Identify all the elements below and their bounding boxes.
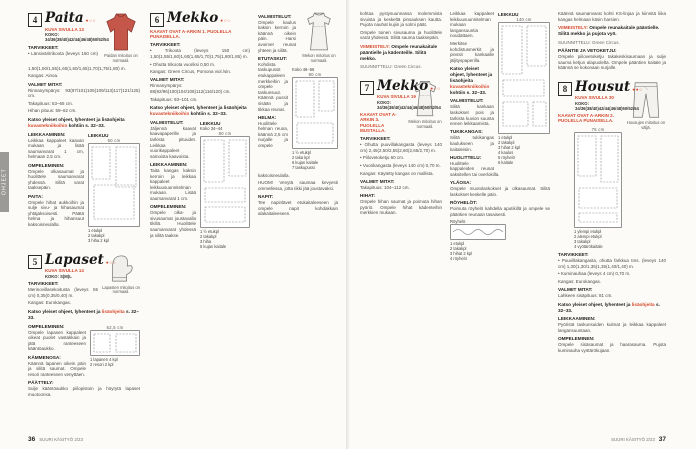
body-text: Huolittele kappaleiden reunat saksitellen tai overlokilla.: [450, 160, 500, 177]
body-text: Ompele olkasaumat ja huolittele saumanvarat yhdessä. Silitä varat taaksepäin.: [28, 168, 84, 191]
diagram-legend-item: 1 etukpl: [88, 227, 103, 233]
pattern-header-lapaset: [28, 251, 117, 279]
cutting-diagram-width: 140 cm: [516, 17, 532, 22]
pattern-name: Mekko: [167, 11, 219, 26]
body-text: Kangas: Eurokangas.: [28, 300, 72, 306]
pattern-sheet-note: KAAVAT OVAT A-ARKIN 2. PUOLELLA PUNAISELLA.: [558, 112, 614, 124]
body-text: • Puuvillakangasta, ohutta farkkua tms. (leveys 140 cm) 1,30(1,30/1,35)1,35(1,40/1,40) m.: [558, 258, 666, 269]
pattern-header-housut: [558, 78, 643, 111]
footer-right: [611, 436, 666, 443]
body-text: Huolittele helman reuna, käännä 2,5 cm nurjalle ja ompele kaksoisneulalla.: [258, 120, 290, 178]
cutting-diagram-legend: [88, 228, 140, 243]
section-heading: VALMIIT MITAT:: [28, 81, 63, 87]
illustration-caption: Lapasten mitoitus on normaali.: [102, 284, 140, 295]
photo-reference: KUVA SIVULLA 19: [377, 94, 416, 100]
cross-reference-note: Katso yleiset ohjeet, lyhenteet ja lisäohjeita s. 32–33.: [558, 301, 660, 313]
section-tab: OHJEET: [0, 152, 9, 212]
section-heading: VALMIIT MITAT:: [558, 287, 593, 293]
body-text: Lahkeen sisäpituus: 81 cm.: [558, 293, 613, 299]
diagram-legend-item: 2 alempi etukpl: [574, 234, 602, 240]
body-text: • Vuorikangasta (leveys 140 cm) 0,70 m.: [360, 162, 441, 168]
pattern-sheet-note: KAAVAT OVAT A-ARKIN 3. PUOLELLA MUSTALLA.: [360, 111, 397, 134]
pattern-name: Lapaset: [45, 251, 104, 268]
body-text: Ompele olka- ja sivusaumat joustavalla tikillä. Huolittele saumanvarat yhdessä ja silitä taakse.: [150, 210, 196, 238]
body-text: Merkitse kohdistusmerkit ja pinssit kankaalle jäljityspaperilla.: [450, 40, 494, 63]
pattern-name: Housut: [575, 78, 631, 95]
cross-reference-note: VIIMEISTELY: Ompele reunakaitale pääntielle. Silitä mekko ja pujota vyö.: [558, 25, 660, 36]
cutting-diagram-width: 62,5 cm: [106, 324, 124, 330]
pattern-header-mekko6: [150, 12, 250, 27]
column-mekko6-cont: [258, 11, 338, 431]
diagram-legend-item: 2 taka kpl: [292, 154, 310, 160]
column-housut: [558, 11, 666, 431]
body-text: Merinovillasekoitusta (leveys 55 cm) 0,35(0,35/0,40) m.: [28, 287, 98, 298]
photo-reference: KUVA SIVULLA 14: [45, 268, 84, 274]
cutting-diagram-legend: [574, 229, 622, 249]
cross-reference-note: Katso yleiset ohjeet, lyhenteet ja lisäohjeita kuvastekniikoihin kohtiin s. 32–33.: [28, 116, 125, 128]
cutting-diagram-title: LEIKKUU: [498, 12, 519, 17]
cross-reference-note: Katso yleiset ohjeet, lyhenteet ja lisäohjeita kuvastekniikoihin kohtiin s. 32–33.: [450, 66, 493, 95]
column-mekko6: [150, 11, 250, 431]
diagram-legend-item: 3 hiha: [200, 238, 212, 244]
diagram-legend-item: 2 takakpl: [200, 233, 217, 239]
illustration-caption: Paidan mitoitus on normaali.: [104, 53, 138, 63]
size-range: KOKO: 34/36(38/40)42/44(46/48)50/52/54: [575, 100, 639, 111]
section-heading: OMPELEMINEN:: [150, 204, 187, 210]
body-text: Jäljennä kaavat kaavapaperille ja tarkista pituudet. Leikkaa vuorikappaleet samoista kaavoista.: [150, 125, 196, 159]
pattern-number: 4: [32, 15, 38, 25]
diagram-legend-item: 3 takakpl: [574, 239, 591, 245]
size-range: KOKO: 34/36(38/40)42/44(46/48)50/52/54: [377, 99, 441, 110]
section-heading: LEIKKAAMINEN:: [558, 316, 596, 322]
photo-reference: KUVA SIVULLA 13: [45, 26, 84, 32]
body-text: Kangas: Green Circus, Pomona viol./sin.: [150, 69, 232, 75]
diagram-legend-item: 5 röyhelö: [498, 155, 515, 160]
section-heading: KÄMMENOSA:: [28, 354, 61, 360]
cross-reference-note: Katso yleiset ohjeet, lyhenteet ja lisäohjeita kuvastekniikoihin kohtiin s. 32–33.: [150, 105, 247, 116]
body-text: Rinnanympärys: 93(97/101)105(109/113)117(121/125) cm.: [28, 87, 140, 99]
section-heading: OMPELEMINEN:: [28, 323, 65, 329]
column-mekko7: [360, 11, 442, 431]
section-heading: ETUTASKUT:: [258, 55, 288, 61]
section-heading: TARVIKKEET:: [558, 252, 589, 258]
cutting-diagram-width: 80 cm: [308, 71, 322, 77]
section-heading: HUOLITTELU:: [450, 154, 482, 160]
cutting-diagram-title: LEIKKUU: [88, 132, 109, 138]
section-heading: OMPELEMINEN:: [28, 162, 65, 168]
section-heading: PÄÄNTIE JA VETOKETJU:: [558, 47, 617, 53]
section-heading: OMPELEMINEN:: [558, 336, 595, 342]
column-mekko7-cont: [450, 11, 550, 431]
section-heading: HELMA:: [258, 114, 277, 120]
section-heading: TARVIKKEET:: [28, 44, 59, 50]
diagram-legend-item: 4 kaulus: [498, 150, 514, 155]
cutting-layout-icon: [88, 143, 140, 227]
credit-line: SUUNNITTELU: Green Circus.: [558, 39, 620, 45]
body-text: Käännä lapanen oikein päin ja silitä saumat. Ompele resori ranteeseen venyttäen.: [28, 360, 86, 377]
body-text: Pyöristä taskunsuiden kulmat ja leikkaa kappaleet langansuuntaan.: [558, 322, 666, 333]
cutting-diagram-sizes: Koko 34–44: [200, 125, 223, 131]
ruffle-diagram: [450, 219, 506, 261]
mekko6-cutting-diagram: [200, 121, 250, 249]
body-text: Taita kangas kaksin kerroin ja leikkaa kappaleet leikkuusuunnitelman mukaan. Lisää saumanvarat 1 cm.: [150, 168, 196, 201]
section-heading: VALMIIT MITAT:: [360, 178, 395, 184]
section-heading: VALMISTELUT:: [450, 98, 484, 104]
body-text: • Ohutta trikoota vuoriksi 0,50 m.: [150, 61, 216, 67]
cutting-diagram-width: 80 cm: [218, 130, 232, 136]
cutting-diagram-legend: [498, 135, 550, 165]
body-text: Leikkaa kappaleet leikkuusuunnitelman mukaan langansuuntia noudattaen.: [450, 11, 494, 39]
illustration-caption: Mekon mitoitus on normaali.: [302, 53, 336, 63]
pattern-number: 6: [154, 15, 160, 25]
section-heading: TARVIKKEET:: [28, 281, 59, 287]
body-text: Ompele hihat aukkoihin ja sulje sivu- ja hihasaumat yhtäjaksoisesti. Päätä helma ja hihansuut kaksoisneulalla.: [28, 199, 84, 227]
dress-icon: [303, 11, 335, 53]
section-heading: NAPIT:: [258, 194, 274, 200]
cutting-diagram-sizes: Koko 46–56: [292, 66, 315, 72]
body-text: Kangas: Eurokangas.: [558, 278, 602, 284]
difficulty-dots: ●○○: [430, 85, 441, 91]
section-heading: LEIKKAAMINEN:: [28, 131, 66, 137]
body-text: • Ohutta puuvillakangasta (leveys 140 cm) 2,45(2,50/2,55)2,60(2,65/2,70) m.: [360, 142, 442, 153]
body-text: Ompele kaulus kaksin kerroin ja käännä oikein päin. Harsi avoimet reunat yhteen ja silitä.: [258, 19, 296, 53]
body-text: Takapituus: 93–101 cm.: [150, 96, 198, 102]
mekko7-cutting-diagram: [498, 12, 550, 165]
difficulty-dots: ●○○: [85, 18, 97, 23]
body-text: Kohdista taskupussit etukappaleen merkkeihin ja ompele taskunsuut. Käännä pussit sisään ja tikkaa reunat.: [258, 61, 288, 112]
ruffle-legend: [450, 241, 506, 261]
lapaset-cutting-diagram: [90, 325, 140, 367]
diagram-legend-item: 7 taskupussi: [292, 164, 315, 170]
body-text: Kangas: Ainoa.: [28, 73, 59, 79]
body-text: Ompele toinen sivusauma ja huolittele varat yhdessä. Silitä sauma taaksepäin.: [360, 29, 442, 41]
section-heading: PÄÄTTELY:: [28, 379, 54, 385]
difficulty-dots: ●○○: [220, 18, 231, 23]
diagram-legend-item: 5 kujan kaitale: [200, 243, 227, 249]
section-heading: YLÄOSA:: [450, 180, 472, 186]
pattern-number-box: [150, 13, 164, 27]
mekko7c-blocks: [558, 11, 666, 71]
diagram-legend-item: 2 resori 2 kpl: [90, 361, 114, 367]
diagram-legend-item: 1 ½ etukpl: [292, 149, 311, 155]
mekko7-blocks-1: [360, 136, 442, 216]
page-gutter: [346, 0, 350, 449]
diagram-legend-item: 3 hihat 2 kpl: [450, 251, 473, 257]
section-heading: VALMISTELUT:: [150, 119, 184, 125]
body-text: • Kuminauhaa (leveys 4 cm) 0,70 m.: [558, 271, 631, 277]
body-text: Rinnanympärys: 88(92/96)100(104/108)112(116/120) cm.: [150, 83, 231, 94]
shirt-icon: [104, 11, 138, 53]
cutting-layout-icon: [90, 330, 140, 356]
body-text: Leikkaa kappaleet kaavan mukaan ja lisää saumanvarat 1 cm, helmaan 2,5 cm.: [28, 137, 84, 160]
magazine-name: SUURI KÄSITYÖ 2/23: [611, 437, 655, 442]
cutting-layout-icon: [292, 77, 338, 149]
body-text: Ompele lapasen kappaleet oikeat puolet vastakkain ja jätä ranteeseen kääntöaukko.: [28, 329, 86, 352]
body-text: Silitä tukikangas kaulukseen ja kaitaleisiin.: [450, 135, 494, 152]
pattern-name: Paita: [45, 11, 84, 26]
mekko6b-cutting-diagram: [292, 67, 338, 170]
diagram-legend-item: 2 takakpl: [88, 232, 105, 238]
section-heading: HIHAT:: [360, 192, 376, 198]
diagram-legend-item: 4 röyhelö: [450, 256, 467, 262]
housut-blocks-2: [558, 316, 666, 353]
section-heading: LEIKKAAMINEN:: [150, 161, 188, 167]
body-text: Takapituus: 104–112 cm.: [360, 184, 410, 190]
illustration-caption: Housujen mitoitus on väljä.: [626, 119, 666, 130]
illustration-caption: Mekon mitoitus on normaali.: [408, 118, 442, 129]
pattern-number: 7: [364, 82, 370, 93]
pattern-number-box: [28, 13, 42, 27]
body-text: • Trikoota (leveys 150 cm) 1,50(1,55/1,60)1,60(1,65/1,70)1,75(1,80/1,85) m.: [150, 48, 250, 59]
difficulty-dots: ●○○: [105, 259, 117, 265]
cutting-diagram-legend: [90, 357, 140, 367]
body-text: Ompele piilovetoketju takakeskisaumaan ja sulje sauma ketjun alapuolelta. Ompele pääntien kaitale ja käännä se kokonaan nurjalle.: [558, 53, 666, 71]
body-text: Ompele sisäsaumat ja haarasauma. Pujota kuminauha vyötärökujaan.: [558, 342, 666, 353]
difficulty-dots: ●●○: [632, 86, 643, 92]
body-text: Käännä saumanvarat kohti KS-linjaa ja kiinnitä liika kangas helmaan käsin harsien.: [558, 11, 666, 22]
page-number-right: 37: [658, 436, 666, 443]
pattern-number: 8: [562, 83, 568, 94]
cutting-diagram-legend: [200, 229, 250, 249]
pattern-number-box: [558, 82, 572, 96]
body-text: • Piilovetoketju 60 cm.: [360, 155, 405, 161]
body-text: Kangas: Käytetty kangas on mallista.: [360, 170, 434, 176]
footer-left: [28, 436, 83, 443]
ruffle-strip-icon: [450, 224, 506, 240]
diagram-legend-item: 2 takakpl: [450, 246, 467, 252]
section-heading: TARVIKKEET:: [150, 42, 181, 48]
diagram-legend-item: 3 hiha 2 kpl: [88, 237, 109, 243]
mekko6-blocks-1: [150, 42, 250, 116]
cutting-diagram-width: 75 cm: [591, 127, 605, 133]
magazine-name: SUURI KÄSITYÖ 2/23: [39, 437, 83, 442]
body-text: Silitä kankaan laskokset pois ja tarkista kuvion suunta ennen leikkaamista.: [450, 104, 494, 127]
size-range: KOKO: S(M)L: [45, 273, 72, 279]
body-text: HUOM! Venytä saumaa kevyesti ommellessa, jotta tikki jää joustavaksi.: [258, 180, 338, 191]
pattern-name: Mekko: [377, 77, 429, 94]
body-text: Sulje kääntöaukko piilopistoin ja höyrytä lapaset muotoonsa.: [28, 385, 140, 397]
body-text: Tee napinlävet etukaitaleeseen ja ompele napit kohdakkain alakaitaleeseen.: [258, 200, 338, 217]
diagram-legend-item: 1 lapanen 4 kpl: [90, 356, 118, 362]
section-heading: VALMISTELUT:: [258, 13, 292, 19]
cross-reference-note: Katso yleiset ohjeet, lyhenteet ja lisäohjeita s. 32–33.: [28, 308, 140, 320]
section-heading: TUKIKANGAS:: [450, 129, 483, 135]
ruffle-label: Röyhelö: [450, 219, 466, 225]
cutting-layout-icon: [200, 136, 250, 228]
cutting-diagram-title: LEIKKUU: [200, 120, 221, 126]
diagram-legend-item: 3 hihat 2 kpl: [498, 145, 521, 150]
pattern-sheet-note: KAAVAT OVAT A-ARKIN 1. PUOLELLA PUNAISELLA.: [150, 29, 232, 40]
diagram-legend-item: 1 etukpl: [498, 135, 513, 140]
body-text: • Länsiväritrikoota (leveys 150 cm) 1,50(1,50/1,55)1,60(1,60/1,65)1,70(1,75/1,80) m.: [28, 50, 126, 71]
body-text: Takapituus: 63–65 cm.: [28, 100, 74, 106]
diagram-legend-item: 6 kujan kaitale: [292, 159, 319, 165]
paita-cutting-diagram: [88, 133, 140, 243]
mekko7-pre-blocks: [360, 11, 442, 70]
body-text: Ompele hihan saumat ja poimuta hihan pyöriö. Ompele hihat kädenteihin merkkien mukaan.: [360, 198, 442, 216]
diagram-legend-item: 1 ½ etukpl: [200, 228, 219, 234]
credit-line: SUUNNITTELU: Green Circus.: [360, 64, 422, 70]
section-heading: TARVIKKEET:: [360, 136, 391, 142]
body-text: Poimuta röyhelö kahdella aputikillä ja ompele se pääntien reunaan tasaisesti.: [450, 205, 550, 217]
cutting-layout-icon: [574, 132, 622, 228]
cutting-layout-icon: [498, 22, 550, 134]
mekko6-illustration-block: [300, 11, 338, 64]
diagram-legend-item: 1 etukpl: [450, 241, 465, 247]
column-paita: [28, 11, 140, 431]
section-heading: VALMIIT MITAT:: [150, 77, 185, 83]
size-range: KOKO: 34/36(38/40)42/44(46/48)50/52/54: [45, 32, 109, 42]
page-number-left: 36: [28, 436, 36, 443]
pattern-number-box: [28, 255, 42, 269]
pattern-header-mekko7: [360, 77, 441, 110]
diagram-legend-item: 2 takakpl: [498, 140, 515, 145]
body-text: Ompele muotolaskokset ja olkasaumat. Silitä laskokset keskelle päin.: [450, 186, 550, 197]
diagram-legend-item: 4 vyötärökaitale: [574, 244, 603, 250]
body-text: Hihan pituus: 59–62 cm.: [28, 108, 77, 114]
section-heading: RÖYHELÖT:: [450, 199, 478, 205]
cutting-diagram-width: 60 cm: [107, 137, 121, 143]
diagram-legend-item: 1 ylempi etukpl: [574, 229, 602, 235]
pattern-header-paita: [28, 11, 109, 42]
pattern-number: 5: [32, 256, 38, 267]
cross-reference-note: VIIMEISTELY: Ompele reunakaitale pääntielle ja kädenteille. Silitä mekko.: [360, 43, 438, 61]
pattern-number-box: [360, 81, 374, 95]
section-heading: PAITA:: [28, 193, 43, 199]
body-text: kohtaa pystysuunnassa molemmista sivuista ja keskeltä pinsauksen kautta. Pujota nauhat kujiin ja solmi päät.: [360, 11, 442, 28]
cutting-diagram-legend: [292, 150, 338, 170]
diagram-legend-item: 6 kaitale: [498, 160, 514, 165]
housut-cutting-diagram: [574, 127, 622, 249]
photo-reference: KUVA SIVULLA 30: [575, 95, 614, 101]
